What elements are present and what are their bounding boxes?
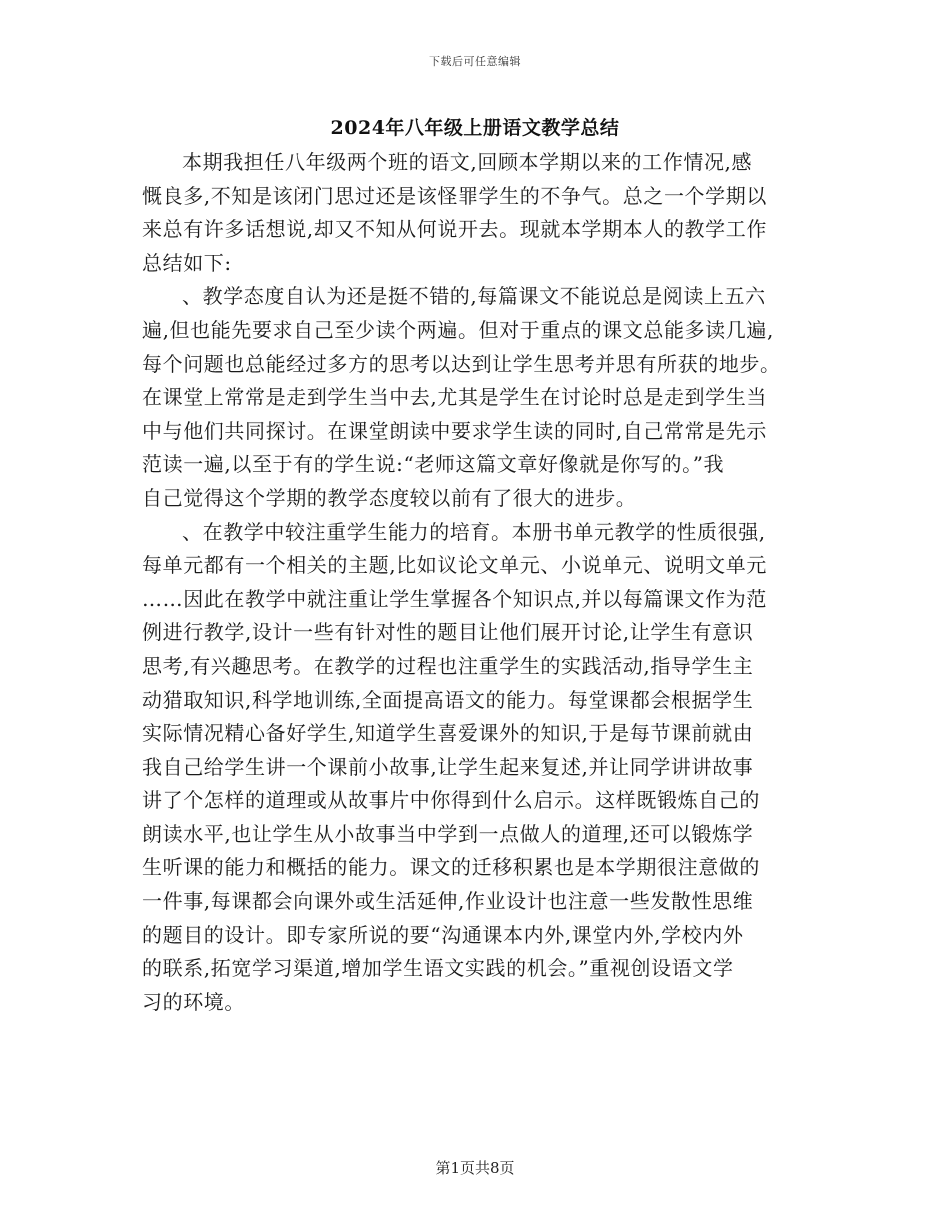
text-line: 来总有许多话想说,却又不知从何说开去。现就本学期本人的教学工作 <box>142 217 767 242</box>
header-note: 下载后可任意编辑 <box>429 55 521 68</box>
text-line: 习的环境。 <box>142 989 245 1014</box>
text-line: 、在教学中较注重学生能力的培育。本册书单元教学的性质很强, <box>182 519 766 544</box>
text-line: 朗读水平,也让学生从小故事当中学到一点做人的道理,还可以锻炼学 <box>142 821 754 846</box>
text-line: 总结如下: <box>142 250 232 275</box>
text-line: 在课堂上常常是走到学生当中去,尤其是学生在讨论时总是走到学生当 <box>142 385 767 410</box>
text-line: 我自己给学生讲一个课前小故事,让学生起来复述,并让同学讲讲故事 <box>142 754 754 779</box>
text-line: 遍,但也能先要求自己至少读个两遍。但对于重点的课文总能多读几遍, <box>142 317 774 342</box>
page-number-footer: 第1页共8页 <box>435 1159 515 1177</box>
text-line: 、教学态度自认为还是挺不错的,每篇课文不能说总是阅读上五六 <box>182 284 766 309</box>
text-line: 思考,有兴趣思考。在教学的过程也注重学生的实践活动,指导学生主 <box>142 653 754 678</box>
text-line: 范读一遍,以至于有的学生说:“老师这篇文章好像就是你写的。”我 <box>142 452 725 477</box>
body-text <box>142 146 812 1019</box>
document-title: 2024年八年级上册语文教学总结 <box>330 117 620 139</box>
text-line: 一件事,每课都会向课外或生活延伸,作业设计也注意一些发散性思维 <box>142 889 754 914</box>
text-line: 每个问题也总能经过多方的思考以达到让学生思考并思有所获的地步。 <box>142 351 781 376</box>
text-line: 每单元都有一个相关的主题,比如议论文单元、小说单元、说明文单元 <box>142 553 767 578</box>
text-line: 生听课的能力和概括的能力。课文的迁移积累也是本学期很注意做的 <box>142 855 760 880</box>
text-line: 慨良多,不知是该闭门思过还是该怪罪学生的不争气。总之一个学期以 <box>142 183 767 208</box>
text-line: 中与他们共同探讨。在课堂朗读中要求学生读的同时,自己常常是先示 <box>142 418 767 443</box>
text-line: 讲了个怎样的道理或从故事片中你得到什么启示。这样既锻炼自己的 <box>142 788 760 813</box>
text-line: 例进行教学,设计一些有针对性的题目让他们展开讨论,让学生有意识 <box>142 620 754 645</box>
text-line: 实际情况精心备好学生,知道学生喜爱课外的知识,于是每节课前就由 <box>142 721 754 746</box>
text-line: 本期我担任八年级两个班的语文,回顾本学期以来的工作情况,感 <box>182 150 753 174</box>
text-line: 动猎取知识,科学地训练,全面提高语文的能力。每堂课都会根据学生 <box>142 687 754 712</box>
text-line: 的联系,拓宽学习渠道,增加学生语文实践的机会。”重视创设语文学 <box>142 956 734 981</box>
text-line: 自己觉得这个学期的教学态度较以前有了很大的进步。 <box>142 485 637 510</box>
text-line: 的题目的设计。即专家所说的要“沟通课本内外,课堂内外,学校内外 <box>142 922 744 947</box>
text-line: ……因此在教学中就注重让学生掌握各个知识点,并以每篇课文作为范 <box>142 586 767 611</box>
